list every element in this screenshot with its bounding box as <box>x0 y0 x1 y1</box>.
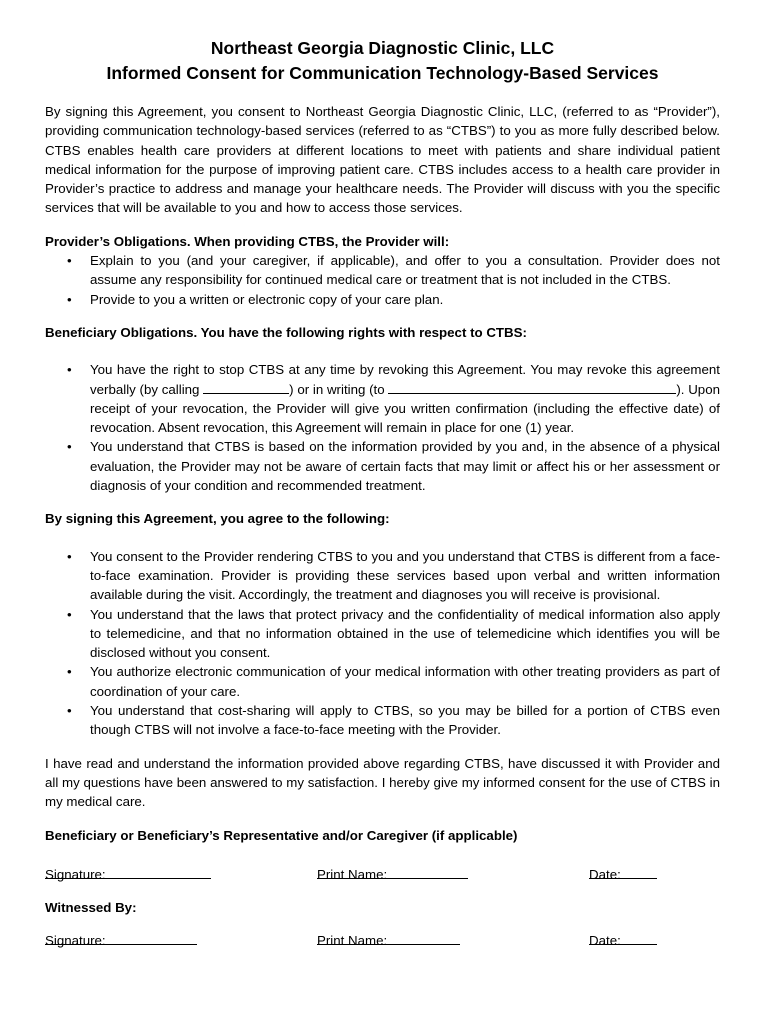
agreement-heading: By signing this Agreement, you agree to the following: <box>45 511 390 527</box>
witness-print-name-label: Print Name: <box>317 933 388 949</box>
witness-date-label: Date: <box>589 933 621 949</box>
bullet: • <box>67 439 72 455</box>
print-name-field[interactable] <box>317 865 468 879</box>
witness-date-field[interactable] <box>589 931 657 945</box>
address-blank-field[interactable] <box>388 381 676 394</box>
document-header <box>45 36 720 86</box>
list-item: • Explain to you (and your caregiver, if applicable), and offer to you a consultation. Provider does not assume any responsibility for continued medical care or treatment that is not included in the CTBS. <box>67 253 720 288</box>
witness-signature-row <box>45 931 720 950</box>
witness-print-name-field[interactable] <box>317 931 460 945</box>
bullet: • <box>67 664 72 680</box>
witness-signature-field[interactable] <box>45 931 197 945</box>
list-item: • You authorize electronic communication of your medical information with other treating providers as part of coordination of your care. <box>67 664 720 699</box>
beneficiary-obligations-heading: Beneficiary Obligations. You have the following rights with respect to CTBS: <box>45 324 527 340</box>
phone-blank-field[interactable] <box>203 381 289 394</box>
agreement-list <box>45 547 720 740</box>
bullet: • <box>67 362 72 378</box>
signature-block-heading: Beneficiary or Beneficiary’s Representative and/or Caregiver (if applicable) <box>45 827 518 843</box>
print-name-label: Print Name: <box>317 866 388 882</box>
provider-obligations-list <box>45 251 720 309</box>
list-item: • Provide to you a written or electronic copy of your care plan. <box>45 290 720 309</box>
list-item: • You understand that CTBS is based on the information provided by you and, in the absence of a physical evaluation, the Provider may not be aware of certain facts that may limit or affect his or her assessment or diagnosis of your condition and recommended treatment. <box>67 439 720 494</box>
closing-paragraph: I have read and understand the information provided above regarding CTBS, have discussed it with Provider and all my questions have been answered to my satisfaction. I hereby give my informed consent for the use of CTBS in my medical care. <box>45 755 720 810</box>
document-title: Informed Consent for Communication Technology-Based Services <box>106 63 659 83</box>
witness-heading: Witnessed By: <box>45 899 137 915</box>
bullet: • <box>67 703 72 719</box>
bullet: • <box>67 548 72 564</box>
signature-label: Signature: <box>45 866 106 882</box>
beneficiary-obligations-list <box>45 360 720 495</box>
list-item: • You have the right to stop CTBS at any time by revoking this Agreement. You may revoke this agreement verbally (by calling ) or in writing (to ). Upon receipt of your revocation, the Provider will give you written confirmation (including the effective date) of revocation. Absent revocation, this Agreement will remain in place for one (1) year. <box>67 362 720 436</box>
provider-obligations-heading: Provider’s Obligations. When providing CTBS, the Provider will: <box>45 233 450 249</box>
signature-field[interactable] <box>45 865 211 879</box>
intro-paragraph: By signing this Agreement, you consent to Northeast Georgia Diagnostic Clinic, LLC, (referred to as “Provider”), providing communication technology-based services (referred to as “CTBS”) to you as more fully described below. CTBS enables health care providers at different locations to meet with patients and share individual patient medical information for the purpose of improving patient care. CTBS includes access to a health care provider in Provider’s practice to address and manage your healthcare needs. The Provider will discuss with you the specific services that will be available to you and how to access those services. <box>45 104 720 216</box>
witness-signature-label: Signature: <box>45 933 106 949</box>
clinic-name: Northeast Georgia Diagnostic Clinic, LLC <box>210 38 555 58</box>
beneficiary-signature-row <box>45 865 720 884</box>
bullet: • <box>67 606 72 622</box>
date-field[interactable] <box>589 865 657 879</box>
list-item: • You consent to the Provider rendering CTBS to you and you understand that CTBS is different from a face-to-face examination. Provider is providing these services based upon verbal and written information available during the visit. Accordingly, the treatment and diagnoses you will receive is provisional. <box>67 548 720 603</box>
list-item: • You understand that the laws that protect privacy and the confidentiality of medical information also apply to telemedicine, and that no information obtained in the use of telemedicine which identifies you will be disclosed without you consent. <box>67 606 720 661</box>
date-label: Date: <box>589 866 621 882</box>
bullet: • <box>67 253 72 269</box>
bullet: • <box>67 291 72 307</box>
list-item: • You understand that cost-sharing will apply to CTBS, so you may be billed for a portion of CTBS even though CTBS will not involve a face-to-face meeting with the Provider. <box>67 703 720 738</box>
